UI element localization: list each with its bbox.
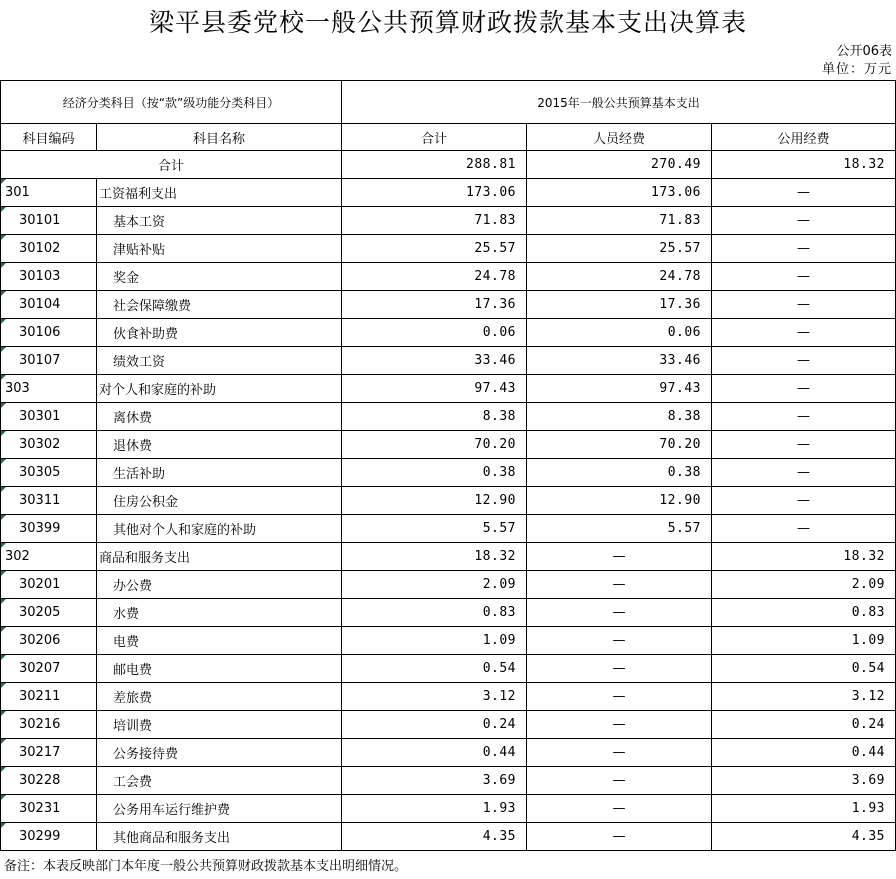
row-total-amount: 17.36 — [342, 291, 527, 319]
col-header-name: 科目名称 — [97, 124, 342, 151]
row-code — [1, 375, 97, 403]
total-row — [1, 151, 896, 179]
table-row — [1, 375, 896, 403]
table-row — [1, 627, 896, 655]
row-name: 办公费 — [97, 571, 342, 599]
row-code-text: 30104 — [19, 297, 61, 312]
row-code — [1, 711, 97, 739]
row-personnel: 70.20 — [527, 431, 712, 459]
row-total-amount: 0.06 — [342, 319, 527, 347]
row-public: 0.54 — [712, 655, 896, 683]
table-row — [1, 767, 896, 795]
row-personnel: 71.83 — [527, 207, 712, 235]
row-public: 0.24 — [712, 711, 896, 739]
budget-2015-header: 2015年一般公共预算基本支出 — [342, 81, 896, 124]
row-public: — — [712, 263, 896, 291]
footnote: 备注：本表反映部门本年度一般公共预算财政拨款基本支出明细情况。 — [4, 859, 408, 874]
cell-marker-icon — [1, 375, 6, 380]
row-code-text: 30399 — [19, 521, 61, 536]
row-total-amount: 70.20 — [342, 431, 527, 459]
row-name: 水费 — [97, 599, 342, 627]
cell-marker-icon — [1, 319, 6, 324]
row-personnel: 8.38 — [527, 403, 712, 431]
row-total-amount: 5.57 — [342, 515, 527, 543]
row-name: 工会费 — [97, 767, 342, 795]
table-row — [1, 655, 896, 683]
unit-label: 单位：万元 — [821, 62, 892, 77]
row-name: 差旅费 — [97, 683, 342, 711]
row-total-amount: 0.44 — [342, 739, 527, 767]
cell-marker-icon — [1, 235, 6, 240]
row-code — [1, 319, 97, 347]
cell-marker-icon — [1, 207, 6, 212]
row-personnel: — — [527, 711, 712, 739]
row-total-amount: 4.35 — [342, 823, 527, 851]
row-public: 18.32 — [712, 543, 896, 571]
total-amount: 288.81 — [342, 151, 527, 179]
cell-marker-icon — [1, 179, 6, 184]
row-code — [1, 683, 97, 711]
row-code-text: 30302 — [19, 437, 61, 452]
row-public: — — [712, 487, 896, 515]
row-name: 其他对个人和家庭的补助 — [97, 515, 342, 543]
row-public: — — [712, 179, 896, 207]
row-code-text: 30201 — [19, 577, 61, 592]
row-total-amount: 24.78 — [342, 263, 527, 291]
table-row — [1, 795, 896, 823]
table-row — [1, 207, 896, 235]
row-total-amount: 12.90 — [342, 487, 527, 515]
table-row — [1, 291, 896, 319]
table-row — [1, 823, 896, 851]
cell-marker-icon — [1, 655, 6, 660]
row-personnel: 24.78 — [527, 263, 712, 291]
row-name: 离休费 — [97, 403, 342, 431]
row-personnel: — — [527, 823, 712, 851]
row-code — [1, 347, 97, 375]
row-name: 社会保障缴费 — [97, 291, 342, 319]
row-name: 津贴补贴 — [97, 235, 342, 263]
row-personnel: — — [527, 599, 712, 627]
row-public: 3.69 — [712, 767, 896, 795]
row-personnel: 97.43 — [527, 375, 712, 403]
cell-marker-icon — [1, 403, 6, 408]
row-total-amount: 8.38 — [342, 403, 527, 431]
row-personnel: 173.06 — [527, 179, 712, 207]
row-code-text: 30107 — [19, 353, 61, 368]
table-row — [1, 599, 896, 627]
row-public: — — [712, 375, 896, 403]
row-code-text: 30207 — [19, 661, 61, 676]
row-code-text: 30102 — [19, 241, 61, 256]
row-name: 生活补助 — [97, 459, 342, 487]
row-code — [1, 655, 97, 683]
row-code-text: 30211 — [19, 689, 61, 704]
row-name: 商品和服务支出 — [97, 543, 342, 571]
row-code — [1, 291, 97, 319]
row-name: 住房公积金 — [97, 487, 342, 515]
row-personnel: — — [527, 543, 712, 571]
row-personnel: — — [527, 571, 712, 599]
row-personnel: — — [527, 795, 712, 823]
row-name: 工资福利支出 — [97, 179, 342, 207]
row-code-text: 30216 — [19, 717, 61, 732]
row-code-text: 30311 — [19, 493, 61, 508]
row-code — [1, 235, 97, 263]
row-name: 奖金 — [97, 263, 342, 291]
row-code-text: 30205 — [19, 605, 61, 620]
col-header-total: 合计 — [342, 124, 527, 151]
row-code-text: 30299 — [19, 829, 61, 844]
expenditure-table — [0, 80, 896, 851]
row-code-text: 30231 — [19, 801, 61, 816]
table-row — [1, 179, 896, 207]
row-public: — — [712, 347, 896, 375]
cell-marker-icon — [1, 487, 6, 492]
cell-marker-icon — [1, 739, 6, 744]
cell-marker-icon — [1, 711, 6, 716]
col-header-personnel: 人员经费 — [527, 124, 712, 151]
row-public: 1.09 — [712, 627, 896, 655]
row-code-text: 30305 — [19, 465, 61, 480]
row-total-amount: 1.09 — [342, 627, 527, 655]
row-code — [1, 515, 97, 543]
row-total-amount: 97.43 — [342, 375, 527, 403]
table-row — [1, 711, 896, 739]
row-public: 2.09 — [712, 571, 896, 599]
table-row — [1, 235, 896, 263]
row-public: — — [712, 515, 896, 543]
row-code — [1, 739, 97, 767]
row-personnel: 33.46 — [527, 347, 712, 375]
row-personnel: — — [527, 683, 712, 711]
col-header-code: 科目编码 — [1, 124, 97, 151]
row-total-amount: 3.12 — [342, 683, 527, 711]
row-name: 电费 — [97, 627, 342, 655]
form-number: 公开06表 — [836, 44, 892, 59]
row-code-text: 30206 — [19, 633, 61, 648]
cell-marker-icon — [1, 627, 6, 632]
cell-marker-icon — [1, 263, 6, 268]
row-code — [1, 207, 97, 235]
row-public: — — [712, 291, 896, 319]
row-total-amount: 33.46 — [342, 347, 527, 375]
row-public: 0.44 — [712, 739, 896, 767]
row-personnel: 0.06 — [527, 319, 712, 347]
cell-marker-icon — [1, 767, 6, 772]
table-row — [1, 515, 896, 543]
cell-marker-icon — [1, 347, 6, 352]
cell-marker-icon — [1, 459, 6, 464]
row-code-text: 303 — [5, 381, 30, 396]
total-public: 18.32 — [712, 151, 896, 179]
cell-marker-icon — [1, 599, 6, 604]
row-code — [1, 543, 97, 571]
row-total-amount: 1.93 — [342, 795, 527, 823]
cell-marker-icon — [1, 515, 6, 520]
row-personnel: 12.90 — [527, 487, 712, 515]
row-code-text: 30106 — [19, 325, 61, 340]
row-code — [1, 179, 97, 207]
total-label: 合计 — [1, 151, 342, 179]
table-row — [1, 487, 896, 515]
row-code — [1, 795, 97, 823]
row-total-amount: 0.24 — [342, 711, 527, 739]
row-code-text: 301 — [5, 185, 30, 200]
row-total-amount: 0.83 — [342, 599, 527, 627]
cell-marker-icon — [1, 683, 6, 688]
row-personnel: 17.36 — [527, 291, 712, 319]
row-public: — — [712, 319, 896, 347]
row-code — [1, 263, 97, 291]
page-title: 梁平县委党校一般公共预算财政拨款基本支出决算表 — [148, 8, 747, 37]
row-code-text: 30217 — [19, 745, 61, 760]
row-personnel: — — [527, 767, 712, 795]
row-name: 退休费 — [97, 431, 342, 459]
total-personnel: 270.49 — [527, 151, 712, 179]
row-total-amount: 71.83 — [342, 207, 527, 235]
row-code — [1, 487, 97, 515]
table-row — [1, 263, 896, 291]
row-total-amount: 2.09 — [342, 571, 527, 599]
row-name: 公务用车运行维护费 — [97, 795, 342, 823]
row-total-amount: 25.57 — [342, 235, 527, 263]
row-code — [1, 627, 97, 655]
row-code-text: 30101 — [19, 213, 61, 228]
table-row — [1, 319, 896, 347]
row-public: 0.83 — [712, 599, 896, 627]
row-code — [1, 459, 97, 487]
table-row — [1, 543, 896, 571]
row-total-amount: 0.54 — [342, 655, 527, 683]
row-total-amount: 173.06 — [342, 179, 527, 207]
row-personnel: 0.38 — [527, 459, 712, 487]
row-personnel: 5.57 — [527, 515, 712, 543]
row-public: 4.35 — [712, 823, 896, 851]
row-code-text: 30228 — [19, 773, 61, 788]
row-public: — — [712, 403, 896, 431]
econ-class-header: 经济分类科目（按“款”级功能分类科目） — [1, 81, 342, 124]
table-row — [1, 739, 896, 767]
table-row — [1, 459, 896, 487]
row-personnel: — — [527, 627, 712, 655]
row-code-text: 302 — [5, 549, 30, 564]
row-name: 培训费 — [97, 711, 342, 739]
row-code — [1, 767, 97, 795]
row-personnel: — — [527, 655, 712, 683]
row-code — [1, 599, 97, 627]
cell-marker-icon — [1, 543, 6, 548]
cell-marker-icon — [1, 823, 6, 828]
row-total-amount: 18.32 — [342, 543, 527, 571]
row-public: 1.93 — [712, 795, 896, 823]
row-name: 公务接待费 — [97, 739, 342, 767]
row-personnel: 25.57 — [527, 235, 712, 263]
row-name: 邮电费 — [97, 655, 342, 683]
row-public: — — [712, 431, 896, 459]
cell-marker-icon — [1, 795, 6, 800]
row-code-text: 30301 — [19, 409, 61, 424]
table-row — [1, 571, 896, 599]
row-total-amount: 0.38 — [342, 459, 527, 487]
row-name: 基本工资 — [97, 207, 342, 235]
row-code — [1, 823, 97, 851]
row-total-amount: 3.69 — [342, 767, 527, 795]
row-code-text: 30103 — [19, 269, 61, 284]
row-name: 其他商品和服务支出 — [97, 823, 342, 851]
table-row — [1, 347, 896, 375]
cell-marker-icon — [1, 571, 6, 576]
cell-marker-icon — [1, 431, 6, 436]
table-row — [1, 431, 896, 459]
row-name: 伙食补助费 — [97, 319, 342, 347]
row-personnel: — — [527, 739, 712, 767]
cell-marker-icon — [1, 291, 6, 296]
row-code — [1, 571, 97, 599]
row-public: — — [712, 459, 896, 487]
row-public: — — [712, 235, 896, 263]
row-name: 绩效工资 — [97, 347, 342, 375]
row-code — [1, 431, 97, 459]
row-code — [1, 403, 97, 431]
row-public: 3.12 — [712, 683, 896, 711]
row-public: — — [712, 207, 896, 235]
table-row — [1, 403, 896, 431]
col-header-public: 公用经费 — [712, 124, 896, 151]
row-name: 对个人和家庭的补助 — [97, 375, 342, 403]
table-row — [1, 683, 896, 711]
